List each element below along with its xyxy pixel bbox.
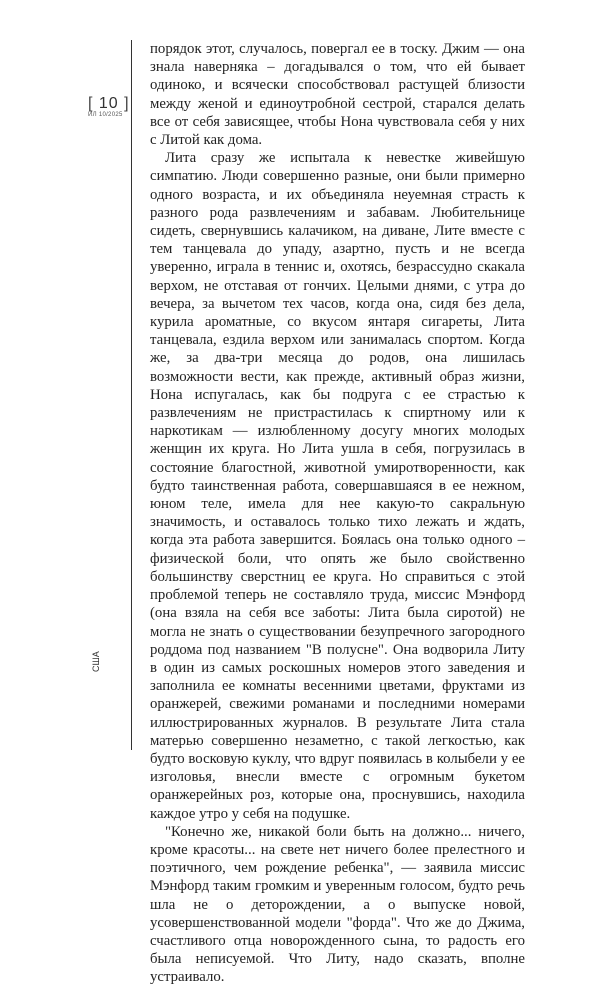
- page-number-bracket-close: ]: [124, 95, 130, 112]
- page-number: [88, 95, 130, 113]
- paragraph: "Конечно же, никакой боли быть на должно... ничего, кроме красоты... на свете нет ничего более прелестного и поэтичного, чем рождение ребенка", — заявила миссис Мэнфорд таким громким и уверенным голосом, будто речь шла не о деторождении, а о выпуске новой, усовершенствованной модели "форда". Что же до Джима, счастливого отца новорожденного сына, то радость его была неписуемой. Что Литу, надо сказать, вполне устраивало.: [150, 823, 525, 986]
- paragraph: Лита сразу же испытала к невестке живейшую симпатию. Люди совершенно разные, они были примерно одного возраста, и их объединяла неуемная страсть к разного рода развлечениям и забавам. Любительнице сидеть, свернувшись калачиком, на диване, Лите вместе с тем танцевала до упаду, азартно, пусть и не всегда уверенно, играла в теннис и, охотясь, безрассудно скакала верхом, не отставая от гончих. Целыми днями, с утра до вечера, за вычетом тех часов, когда она, сидя без дела, курила ароматные, со вкусом янтаря сигареты, Лита танцевала, ездила верхом или занималась спортом. Когда же, за два-три месяца до родов, она лишилась возможности вести, как прежде, активный образ жизни, Нона испугалась, как бы подруга с ее страстью к развлечениям не пристрастилась к спиртному или к наркотикам — излюбленному досугу многих молодых женщин их круга. Но Лита ушла в себя, погрузилась в состояние благостной, животной умиротворенности, как будто таинственная работа, совершавшаяся в ее нежном, юном теле, имела для нее какую-то сакральную значимость, и оставалось только тихо лежать и ждать, когда эта работа завершится. Боялась она только одного – физической боли, что опять же было свойственно большинству сверстниц ее круга. Но справиться с этой проблемой теперь не составляло труда, миссис Мэнфорд (она взяла на себя все заботы: Лита была сиротой) не могла не знать о существовании безупречного загородного роддома под названием "В полусне". Она водворила Литу в один из самых роскошных номеров этого заведения и заполнила ее комнаты весенними цветами, фруктами из оранжерей, свежими романами и последними номерами иллюстрированных журналов. В результате Лита стала матерью совершенно незаметно, с такой легкостью, как будто восковую куклу, что вдруг появилась в колыбели у ее изголовья, внесли вместе с огромным букетом оранжерейных роз, которые она, проснувшись, находила каждое утро у себя на подушке.: [150, 150, 525, 822]
- issue-label: ИЛ 10/2025: [88, 112, 123, 118]
- page-number-bracket-open: [: [88, 95, 94, 112]
- section-label: США: [91, 651, 101, 672]
- paragraph-continued: порядок этот, случалось, повергал ее в тоску. Джим — она знала наверняка – догадывался о том, что ей бывает одиноко, и всячески способствовал растущей близости между женой и единоутробной сестрой, старался делать все от себя зависящее, чтобы Нона чувствовала себя у них с Литой как дома.: [150, 41, 525, 149]
- margin-rule: [131, 40, 132, 750]
- body-text: [150, 40, 525, 987]
- page-number-value: 10: [98, 95, 119, 112]
